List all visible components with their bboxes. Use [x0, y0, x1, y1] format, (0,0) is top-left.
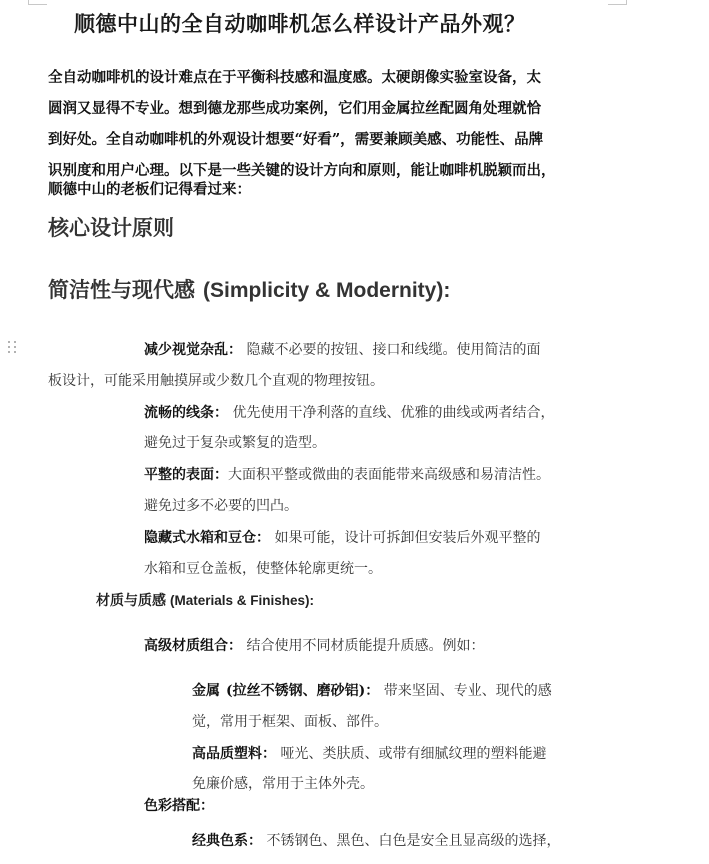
list-item-continuation: 免廉价感，常用于主体外壳。	[192, 776, 374, 792]
item-label: 减少视觉杂乱：	[144, 342, 242, 358]
list-item-continuation: 板设计，可能采用触摸屏或少数几个直观的物理按钮。	[48, 373, 384, 389]
item-text: 不锈钢色、黑色、白色是安全且显高级的选择，	[262, 833, 561, 849]
list-item	[192, 830, 560, 850]
list-item	[144, 527, 540, 547]
intro-line: 顺德中山的老板们记得看过来：	[48, 181, 251, 198]
heading-materials-zh: 材质与质感	[96, 593, 166, 609]
item-label: 高级材质组合：	[144, 638, 242, 654]
item-label: 金属	[192, 683, 220, 699]
heading-materials-en: (Materials & Finishes):	[170, 593, 315, 608]
item-label: 经典色系：	[192, 833, 262, 849]
list-item-continuation: 水箱和豆仓盖板，使整体轮廓更统一。	[144, 561, 382, 577]
item-text: 优先使用干净利落的直线、优雅的曲线或两者结合，	[228, 405, 555, 421]
heading-core-principles: 核心设计原则	[48, 215, 174, 240]
item-text: 哑光、类肤质、或带有细腻纹理的塑料能避	[276, 746, 547, 762]
item-label: 隐藏式水箱和豆仓：	[144, 530, 270, 546]
list-item	[192, 743, 546, 763]
list-item	[192, 680, 552, 700]
intro-line: 圆润又显得不专业。想到德龙那些成功案例，它们用金属拉丝配圆角处理就恰	[48, 100, 541, 117]
heading-simplicity-en: (Simplicity & Modernity):	[203, 279, 451, 302]
intro-line: 识别度和用户心理。以下是一些关键的设计方向和原则，能让咖啡机脱颖而出，	[48, 162, 556, 179]
intro-line: 到好处。全自动咖啡机的外观设计想要“好看”，需要兼顾美感、功能性、品牌	[48, 131, 544, 148]
page-corner-marker-right	[608, 0, 627, 5]
intro-line: 全自动咖啡机的设计难点在于平衡科技感和温度感。太硬朗像实验室设备，太	[48, 69, 541, 86]
item-label: 高品质塑料：	[192, 746, 276, 762]
list-item	[144, 635, 484, 655]
item-label: 流畅的线条：	[144, 405, 228, 421]
item-label: 色彩搭配：	[144, 798, 214, 814]
list-item	[144, 464, 550, 484]
item-text: 隐藏不必要的按钮、接口和线缆。使用简洁的面	[242, 342, 541, 358]
list-item-continuation: 觉，常用于框架、面板、部件。	[192, 714, 388, 730]
item-text: 如果可能，设计可拆卸但安装后外观平整的	[270, 530, 541, 546]
heading-materials	[96, 590, 314, 610]
drag-handle-icon[interactable]	[8, 341, 18, 355]
page-corner-marker-left	[28, 0, 47, 5]
item-text: 大面积平整或微曲的表面能带来高级感和易清洁性。	[228, 467, 550, 483]
intro-paragraph	[48, 62, 608, 200]
heading-color-matching	[144, 795, 214, 815]
item-text: 结合使用不同材质能提升质感。例如：	[242, 638, 485, 654]
list-item	[144, 402, 554, 422]
item-label: 平整的表面：	[144, 467, 228, 483]
heading-simplicity-zh: 简洁性与现代感	[48, 277, 195, 302]
document-title: 顺德中山的全自动咖啡机怎么样设计产品外观？	[74, 11, 526, 36]
list-item-continuation: 避免过于复杂或繁复的造型。	[144, 435, 326, 451]
heading-simplicity	[48, 274, 450, 304]
item-text: 带来坚固、专业、现代的感	[379, 683, 552, 699]
list-item-continuation: 避免过多不必要的凹凸。	[144, 498, 298, 514]
list-item	[144, 339, 540, 359]
item-label-paren: (拉丝不锈钢、磨砂铝)：	[226, 683, 380, 699]
